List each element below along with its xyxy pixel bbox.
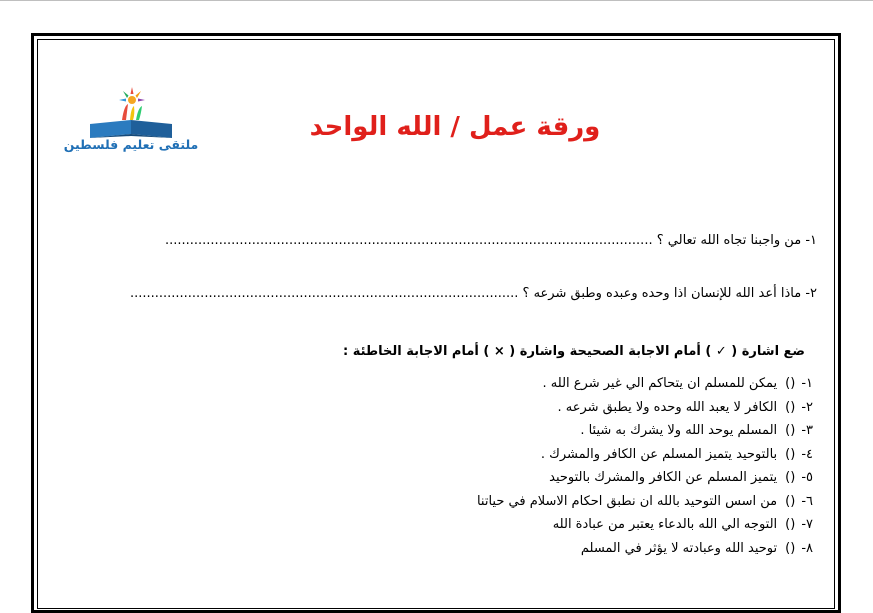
page-title: ورقة عمل / الله الواحد [309,112,601,142]
question-number: ١- [805,233,817,248]
answer-box[interactable]: () [785,446,796,462]
logo-text: ملتقى تعليم فلسطين [63,137,199,152]
list-item [477,490,813,514]
check-mark-icon: ✓ [715,344,727,359]
answer-line[interactable]: .............................................................................................. [129,286,519,301]
instruction-part-1: ضع اشارة ( [731,344,805,359]
item-text: توحيد الله وعبادته لا يؤثر في المسلم [580,540,778,556]
logo [60,82,202,154]
item-number: ٣- [801,423,813,438]
instruction-part-3: ) أمام الاجابة الخاطئة : [342,344,490,359]
question-2 [130,286,817,301]
answer-box[interactable]: () [785,540,796,556]
answer-box[interactable]: () [785,493,796,509]
question-text: من واجبنا تجاه الله تعالي ؟ [656,233,802,248]
item-text: يتميز المسلم عن الكافر والمشرك بالتوحيد [549,470,778,485]
list-item [477,466,813,490]
answer-box[interactable]: () [785,399,796,415]
question-1 [165,233,817,248]
item-text: من اسس التوحيد بالله ان نطبق احكام الاسلام في حياتنا [476,493,778,509]
answer-line[interactable]: ...................................................................................................................... [164,233,653,248]
item-number: ٨- [801,540,813,556]
item-number: ٦- [801,493,813,509]
list-item [477,537,813,561]
list-item [477,513,813,537]
cross-mark-icon: × [493,344,505,359]
book-sun-logo-icon [60,82,202,142]
item-text: المسلم يوحد الله ولا يشرك به شيئا . [580,423,778,438]
item-number: ٥- [801,470,813,485]
question-number: ٢- [805,286,817,301]
true-false-list [477,372,813,560]
instruction-part-2: ) أمام الاجابة الصحيحة واشارة ( [509,344,712,359]
item-text: بالتوحيد يتميز المسلم عن الكافر والمشرك . [540,446,778,462]
list-item [477,372,813,396]
list-item [477,396,813,420]
item-number: ١- [801,376,813,391]
top-rule [0,0,873,1]
item-number: ٢- [801,399,813,415]
answer-box[interactable]: () [785,517,796,532]
instruction [343,344,805,359]
item-text: يمكن للمسلم ان يتحاكم الي غير شرع الله . [542,376,778,391]
item-text: التوجه الي الله بالدعاء يعتبر من عبادة الله [552,517,778,532]
item-number: ٧- [801,517,813,532]
list-item [477,443,813,467]
answer-box[interactable]: () [785,376,796,391]
answer-box[interactable]: () [785,470,796,485]
question-text: ماذا أعد الله للإنسان اذا وحده وعبده وطبق شرعه ؟ [522,286,802,301]
item-text: الكافر لا يعبد الله وحده ولا يطبق شرعه . [557,399,778,415]
answer-box[interactable]: () [785,423,796,438]
item-number: ٤- [801,446,813,462]
list-item [477,419,813,443]
